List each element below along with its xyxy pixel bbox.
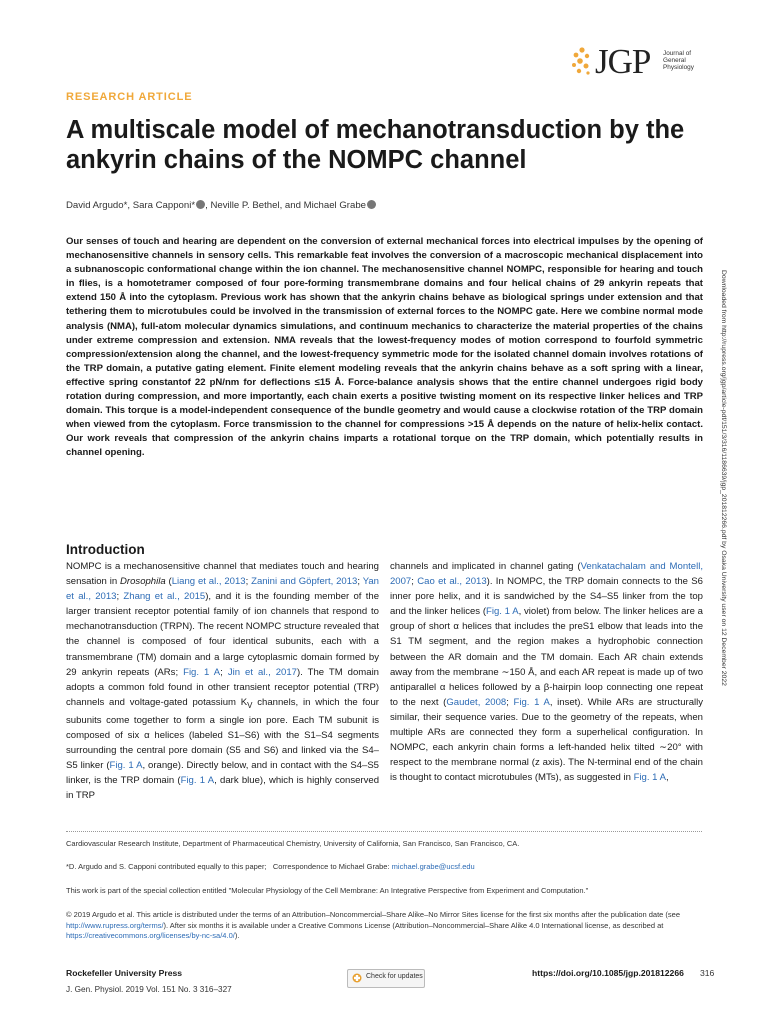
reference-link[interactable]: Fig. 1 A bbox=[513, 696, 550, 708]
intro-column-left: NOMPC is a mechanosensitive channel that mediates touch and hearing sensation in Drosophila (Liang et al., 2013; Zanini and Göpfert, 2013; Yan et al., 2013; Zhang et al., 2015), and it is the founding member of the larger transient receptor potential family of ion channels that respond to mechanotransduction (TRPN). The recent NOMPC structure revealed that the channel is composed of four identical subunits, each with a transmembrane (TM) domain and a large cytoplasmic domain formed by 29 ankyrin repeats (ARs; Fig. 1 A; Jin et al., 2017). The TM domain adopts a common fold found in other transient receptor potential (TRP) channels and voltage-gated potassium $K_V$ channels, in which the four subunits come together to form a single ion pore. Each TM subunit is composed of six α helices (labeled S1–S6) with the S1–S4 segments surrounding the central pore domain (S5 and S6) and linked via the S4–S5 linker (Fig. 1 A, orange). Directly below, and in contact with the S4–S5 linker, is the TRP domain (Fig. 1 A, dark blue), which is highly conserved in TRP bbox=[66, 561, 380, 802]
reference-link[interactable]: Fig. 1 A bbox=[180, 775, 215, 787]
reference-link[interactable]: Zhang et al., 2015 bbox=[123, 591, 206, 603]
doi-link[interactable]: https://doi.org/10.1085/jgp.201812266 bbox=[532, 968, 684, 978]
correspondence-footnote: *D. Argudo and S. Capponi contributed equally to this paper; Correspondence to Michael Grabe: michael.grabe@ucsf.edu bbox=[66, 862, 475, 871]
reference-link[interactable]: Zanini and Göpfert, 2013 bbox=[251, 576, 358, 588]
logo-mark-icon bbox=[571, 46, 593, 76]
abstract: Our senses of touch and hearing are dependent on the conversion of external mechanical forces into electrical impulses by the opening of mechanosensitive channels in sensory cells. This remarkable feat involves the conversion of a macroscopic mechanical displacement into a subnanoscopic conformational change within the ion channel. The mechanosensitive channel NOMPC, responsible for hearing and touch in flies, is a homotetramer composed of four pore-forming transmembrane domains and four helical chains of 29 ankyrin repeats that extend 150 Å into the cytoplasm. Previous work has shown that the ankyrin chains behave as biological springs under extension and that tethering them to microtubules could be involved in the transmission of external forces to the NOMPC gate. Here we combine normal mode analysis (NMA), full-atom molecular dynamics simulations, and continuum mechanics to characterize the material properties of the chains under extreme compression and extension. NMA reveals that the lowest-frequency modes of motion correspond to fourfold symmetric compression/extension along the channel, and the lowest-frequency symmetric mode for the isolated channel domain involves rotations of the TRP domain, a putative gating element. Finite element modeling reveals that the ankyrin chains behave as a soft spring with a linear, effective spring constantof 22 pN/nm for deflections ≤15 Å. Force-balance analysis shows that the entire channel undergoes rigid body rotation during compression, and more importantly, each chain exerts a positive twisting moment on its respective linker helices and TRP domain. This torque is a model-independent consequence of the bundle geometry and would cause a clockwise rotation of the TRP domain when viewed from the cytoplasm. Force transmission to the channel for compressions >15 Å depends on the nature of helix-helix contact. Our work reveals that compression of the ankyrin chains imparts a rotational torque on the TRP domain, which potentially results in channel opening. bbox=[66, 236, 703, 459]
journal-citation: J. Gen. Physiol. 2019 Vol. 151 No. 3 316–327 bbox=[66, 985, 232, 994]
journal-name: Journal of General Physiology bbox=[663, 50, 694, 72]
author-name: Michael Grabe bbox=[303, 200, 366, 211]
reference-link[interactable]: Gaudet, 2008 bbox=[446, 696, 507, 708]
reference-link[interactable]: Yan et al., 2013 bbox=[66, 576, 379, 603]
intro-column-right: channels and implicated in channel gating (Venkatachalam and Montell, 2007; Cao et al., 2013). In NOMPC, the TRP domain connects to the S6 inner pore helix, and it is sandwiched by the S4–S5 linker from the top and the linker helices (Fig. 1 A, violet) from below. The linker helices are a group of short α helices that includes the preS1 elbow that leads into the S1 TM segment, and the region makes a hydrophobic connection between the AR domain and the TM domain. Each AR chain extends away from the membrane ∼150 Å, and each AR repeat is made up of two antiparallel α helices followed by a β-hairpin loop connecting one repeat to the next (Gaudet, 2008; Fig. 1 A, inset). While ARs are structurally similar, their sequence varies. Due to the geometry of the repeats, when multiple ARs are connected they form a superhelical configuration. In NOMPC, each ankyrin chain forms a left-handed helix tilted ∼20° with respect to the membrane normal (z axis). The N-terminal end of the chain is thought to contact microtubules (MTs), as suggested in Fig. 1 A, bbox=[390, 561, 704, 784]
journal-logo bbox=[571, 44, 731, 80]
publisher-name: Rockefeller University Press bbox=[66, 968, 183, 978]
orcid-icon[interactable] bbox=[367, 200, 376, 209]
subscript: V bbox=[247, 700, 253, 710]
reference-link[interactable]: Liang et al., 2013 bbox=[171, 576, 246, 588]
author-name: Neville P. Bethel bbox=[210, 200, 280, 211]
reference-link[interactable]: Venkatachalam and Montell, 2007 bbox=[390, 561, 703, 588]
reference-link[interactable]: Fig. 1 A bbox=[183, 666, 221, 678]
author-list: David Argudo*, Sara Capponi* , Neville P. Bethel, and Michael Grabe bbox=[66, 200, 376, 211]
reference-link[interactable]: Fig. 1 A bbox=[633, 772, 666, 784]
author-name: Sara Capponi* bbox=[132, 200, 196, 211]
italic-term: Drosophila bbox=[120, 576, 166, 588]
reference-link[interactable]: Fig. 1 A bbox=[486, 606, 519, 618]
page-number: 316 bbox=[700, 968, 715, 978]
section-heading-introduction: Introduction bbox=[66, 542, 145, 557]
reference-link[interactable]: Cao et al., 2013 bbox=[417, 576, 487, 588]
author-name: David Argudo* bbox=[66, 200, 128, 211]
affiliation-footnote: Cardiovascular Research Institute, Department of Pharmaceutical Chemistry, University of California, San Francisco, San Francisco, CA. bbox=[66, 839, 520, 848]
download-side-note: Downloaded from http://rupress.org/jgp/article-pdf/151/3/316/1186639/jgp_201812266.pdf by Osaka University user on 12 December 2022 bbox=[720, 270, 727, 686]
footnote-divider bbox=[66, 831, 702, 832]
reference-link[interactable]: Fig. 1 A bbox=[109, 760, 143, 772]
correspondence-email-link[interactable]: michael.grabe@ucsf.edu bbox=[391, 862, 475, 871]
crossmark-icon bbox=[352, 973, 362, 983]
license-footnote: © 2019 Argudo et al. This article is distributed under the terms of an Attribution–Noncommercial–Share Alike–No Mirror Sites license for the first six months after the publication date (see http://www.rupress.org/terms/). After six months it is available under a Creative Commons License (Attribution–Noncommercial–Share Alike 4.0 International license, as described at https://creativecommons.org/licenses/by-nc-sa/4.0/). bbox=[66, 910, 681, 940]
collection-footnote: This work is part of the special collection entitled "Molecular Physiology of the Cell Membrane: An Integrative Perspective from Experiment and Computation." bbox=[66, 886, 589, 895]
journal-abbrev: JGP bbox=[595, 42, 651, 81]
reference-link[interactable]: https://creativecommons.org/licenses/by-nc-sa/4.0/ bbox=[66, 931, 235, 940]
orcid-icon[interactable] bbox=[196, 200, 205, 209]
reference-link[interactable]: Jin et al., 2017 bbox=[227, 666, 297, 678]
article-type-label: RESEARCH ARTICLE bbox=[66, 91, 193, 103]
reference-link[interactable]: http://www.rupress.org/terms/ bbox=[66, 920, 164, 930]
check-for-updates-button[interactable]: Check for updates bbox=[347, 969, 425, 988]
article-title: A multiscale model of mechanotransduction by the ankyrin chains of the NOMPC channel bbox=[66, 116, 685, 174]
